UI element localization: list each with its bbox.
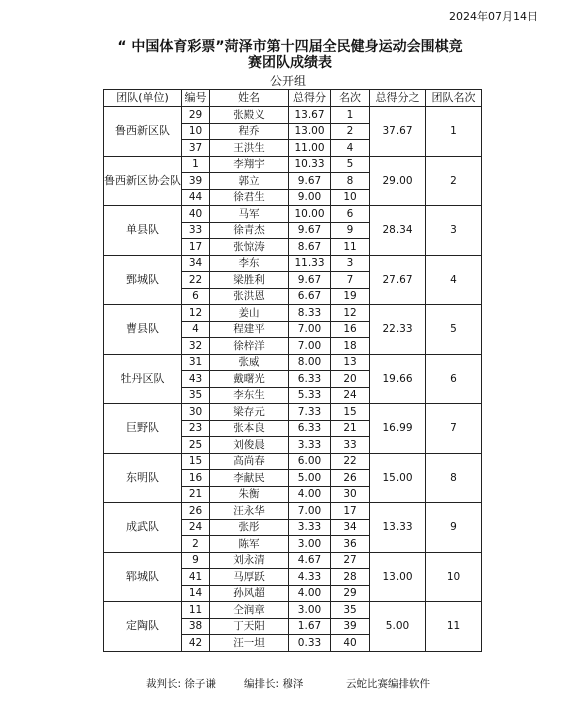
member-place-cell: 7 (331, 272, 370, 289)
member-number-cell: 1 (182, 156, 210, 173)
report-title (40, 39, 540, 71)
team-total-cell: 19.66 (370, 354, 426, 404)
team-rank-cell: 10 (426, 552, 482, 602)
team-name-cell: 成武队 (104, 503, 182, 553)
member-score-cell: 8.00 (289, 354, 331, 371)
member-place-cell: 40 (331, 635, 370, 652)
member-score-cell: 11.00 (289, 140, 331, 157)
member-score-cell: 5.00 (289, 470, 331, 487)
col-header-team-total: 总得分之 (370, 90, 426, 107)
member-place-cell: 12 (331, 305, 370, 322)
member-number-cell: 41 (182, 569, 210, 586)
team-name-cell: 单县队 (104, 206, 182, 256)
member-score-cell: 8.67 (289, 239, 331, 256)
group-subtitle: 公开组 (269, 74, 306, 88)
member-score-cell: 9.67 (289, 173, 331, 190)
member-score-cell: 9.67 (289, 222, 331, 239)
member-number-cell: 16 (182, 470, 210, 487)
member-place-cell: 35 (331, 602, 370, 619)
member-name-cell: 李东 (210, 255, 289, 272)
member-score-cell: 6.33 (289, 371, 331, 388)
team-total-cell: 13.00 (370, 552, 426, 602)
member-number-cell: 30 (182, 404, 210, 421)
member-number-cell: 38 (182, 618, 210, 635)
member-place-cell: 20 (331, 371, 370, 388)
member-number-cell: 35 (182, 387, 210, 404)
col-header-score: 总得分 (289, 90, 331, 107)
table-row (104, 552, 482, 569)
team-name-cell: 鲁西新区队 (104, 107, 182, 157)
footer (0, 676, 576, 690)
results-body (104, 107, 482, 652)
team-name-cell: 鲁西新区协会队 (104, 156, 182, 206)
member-name-cell: 张彤 (210, 519, 289, 536)
member-score-cell: 6.33 (289, 420, 331, 437)
team-rank-cell: 8 (426, 453, 482, 503)
member-name-cell: 孙风超 (210, 585, 289, 602)
member-place-cell: 6 (331, 206, 370, 223)
member-name-cell: 徐青杰 (210, 222, 289, 239)
member-number-cell: 31 (182, 354, 210, 371)
member-score-cell: 8.33 (289, 305, 331, 322)
member-name-cell: 姜山 (210, 305, 289, 322)
member-number-cell: 4 (182, 321, 210, 338)
member-number-cell: 43 (182, 371, 210, 388)
member-number-cell: 23 (182, 420, 210, 437)
member-number-cell: 25 (182, 437, 210, 454)
member-score-cell: 10.33 (289, 156, 331, 173)
team-total-cell: 37.67 (370, 107, 426, 157)
title-line-2: 赛团队成绩表 (248, 55, 332, 71)
member-number-cell: 24 (182, 519, 210, 536)
member-score-cell: 4.00 (289, 486, 331, 503)
member-place-cell: 26 (331, 470, 370, 487)
member-score-cell: 3.33 (289, 519, 331, 536)
member-place-cell: 1 (331, 107, 370, 124)
team-rank-cell: 9 (426, 503, 482, 553)
team-name-cell: 曹县队 (104, 305, 182, 355)
member-score-cell: 7.00 (289, 321, 331, 338)
member-place-cell: 17 (331, 503, 370, 520)
results-table (103, 89, 482, 652)
member-place-cell: 33 (331, 437, 370, 454)
member-number-cell: 11 (182, 602, 210, 619)
member-name-cell: 徐君生 (210, 189, 289, 206)
report-date: 2024年07月14日 (449, 10, 538, 23)
member-number-cell: 9 (182, 552, 210, 569)
table-row (104, 453, 482, 470)
member-number-cell: 39 (182, 173, 210, 190)
member-score-cell: 3.00 (289, 536, 331, 553)
member-name-cell: 王洪生 (210, 140, 289, 157)
member-score-cell: 9.67 (289, 272, 331, 289)
table-row (104, 602, 482, 619)
member-score-cell: 9.00 (289, 189, 331, 206)
team-total-cell: 16.99 (370, 404, 426, 454)
member-score-cell: 4.33 (289, 569, 331, 586)
team-name-cell: 郓城队 (104, 552, 182, 602)
member-score-cell: 6.00 (289, 453, 331, 470)
team-name-cell: 巨野队 (104, 404, 182, 454)
col-header-team: 团队(单位) (104, 90, 182, 107)
team-name-cell: 鄄城队 (104, 255, 182, 305)
table-row (104, 206, 482, 223)
member-place-cell: 28 (331, 569, 370, 586)
title-line-1: “ 中国体育彩票”菏泽市第十四届全民健身运动会围棋竞 (117, 39, 463, 55)
member-score-cell: 4.00 (289, 585, 331, 602)
member-number-cell: 29 (182, 107, 210, 124)
member-score-cell: 3.33 (289, 437, 331, 454)
member-place-cell: 21 (331, 420, 370, 437)
member-score-cell: 6.67 (289, 288, 331, 305)
col-header-place: 名次 (331, 90, 370, 107)
member-score-cell: 5.33 (289, 387, 331, 404)
team-rank-cell: 6 (426, 354, 482, 404)
table-row (104, 503, 482, 520)
member-name-cell: 戴曙光 (210, 371, 289, 388)
team-total-cell: 27.67 (370, 255, 426, 305)
member-place-cell: 36 (331, 536, 370, 553)
member-place-cell: 11 (331, 239, 370, 256)
member-number-cell: 42 (182, 635, 210, 652)
member-number-cell: 40 (182, 206, 210, 223)
member-number-cell: 14 (182, 585, 210, 602)
team-name-cell: 东明队 (104, 453, 182, 503)
member-name-cell: 张洪恩 (210, 288, 289, 305)
member-number-cell: 12 (182, 305, 210, 322)
member-name-cell: 仝润章 (210, 602, 289, 619)
member-name-cell: 张殿义 (210, 107, 289, 124)
arranger-label: 编排长: 穆泽 (244, 678, 304, 690)
member-name-cell: 程建平 (210, 321, 289, 338)
member-name-cell: 李献民 (210, 470, 289, 487)
member-number-cell: 32 (182, 338, 210, 355)
table-row (104, 305, 482, 322)
member-score-cell: 11.33 (289, 255, 331, 272)
member-name-cell: 刘俊晨 (210, 437, 289, 454)
team-rank-cell: 2 (426, 156, 482, 206)
team-name-cell: 牡丹区队 (104, 354, 182, 404)
member-place-cell: 2 (331, 123, 370, 140)
member-name-cell: 高尚春 (210, 453, 289, 470)
member-score-cell: 7.33 (289, 404, 331, 421)
member-place-cell: 27 (331, 552, 370, 569)
member-number-cell: 26 (182, 503, 210, 520)
member-name-cell: 程乔 (210, 123, 289, 140)
member-number-cell: 10 (182, 123, 210, 140)
table-row (104, 107, 482, 124)
table-row (104, 404, 482, 421)
member-score-cell: 7.00 (289, 338, 331, 355)
member-name-cell: 朱衡 (210, 486, 289, 503)
team-rank-cell: 3 (426, 206, 482, 256)
member-name-cell: 马军 (210, 206, 289, 223)
member-name-cell: 李翔宇 (210, 156, 289, 173)
member-name-cell: 陈军 (210, 536, 289, 553)
member-name-cell: 汪一坦 (210, 635, 289, 652)
member-place-cell: 29 (331, 585, 370, 602)
team-total-cell: 28.34 (370, 206, 426, 256)
member-name-cell: 徐梓洋 (210, 338, 289, 355)
team-rank-cell: 4 (426, 255, 482, 305)
member-name-cell: 张惊涛 (210, 239, 289, 256)
referee-label: 裁判长: 徐子谦 (146, 678, 216, 690)
member-number-cell: 21 (182, 486, 210, 503)
member-place-cell: 22 (331, 453, 370, 470)
member-number-cell: 33 (182, 222, 210, 239)
team-rank-cell: 11 (426, 602, 482, 652)
member-name-cell: 张本良 (210, 420, 289, 437)
team-rank-cell: 5 (426, 305, 482, 355)
member-name-cell: 李东生 (210, 387, 289, 404)
member-name-cell: 郭立 (210, 173, 289, 190)
team-total-cell: 13.33 (370, 503, 426, 553)
member-place-cell: 10 (331, 189, 370, 206)
software-label: 云蛇比赛编排软件 (346, 678, 430, 690)
member-place-cell: 9 (331, 222, 370, 239)
member-score-cell: 3.00 (289, 602, 331, 619)
table-row (104, 255, 482, 272)
member-place-cell: 8 (331, 173, 370, 190)
member-name-cell: 刘永清 (210, 552, 289, 569)
col-header-team-rank: 团队名次 (426, 90, 482, 107)
member-number-cell: 22 (182, 272, 210, 289)
member-place-cell: 13 (331, 354, 370, 371)
member-name-cell: 张威 (210, 354, 289, 371)
team-rank-cell: 7 (426, 404, 482, 454)
member-place-cell: 3 (331, 255, 370, 272)
member-score-cell: 4.67 (289, 552, 331, 569)
member-place-cell: 24 (331, 387, 370, 404)
member-name-cell: 丁天阳 (210, 618, 289, 635)
member-number-cell: 34 (182, 255, 210, 272)
member-score-cell: 13.67 (289, 107, 331, 124)
table-row (104, 354, 482, 371)
member-name-cell: 梁存元 (210, 404, 289, 421)
member-score-cell: 7.00 (289, 503, 331, 520)
member-place-cell: 34 (331, 519, 370, 536)
member-place-cell: 4 (331, 140, 370, 157)
team-total-cell: 15.00 (370, 453, 426, 503)
member-place-cell: 18 (331, 338, 370, 355)
team-total-cell: 5.00 (370, 602, 426, 652)
member-number-cell: 2 (182, 536, 210, 553)
member-place-cell: 39 (331, 618, 370, 635)
member-place-cell: 15 (331, 404, 370, 421)
member-place-cell: 19 (331, 288, 370, 305)
member-place-cell: 5 (331, 156, 370, 173)
member-name-cell: 马厚跃 (210, 569, 289, 586)
member-number-cell: 37 (182, 140, 210, 157)
table-row (104, 156, 482, 173)
member-name-cell: 梁胜利 (210, 272, 289, 289)
member-number-cell: 6 (182, 288, 210, 305)
member-number-cell: 15 (182, 453, 210, 470)
header-row (104, 90, 482, 107)
team-name-cell: 定陶队 (104, 602, 182, 652)
member-place-cell: 16 (331, 321, 370, 338)
member-number-cell: 17 (182, 239, 210, 256)
team-rank-cell: 1 (426, 107, 482, 157)
team-total-cell: 22.33 (370, 305, 426, 355)
member-score-cell: 10.00 (289, 206, 331, 223)
member-score-cell: 1.67 (289, 618, 331, 635)
member-place-cell: 30 (331, 486, 370, 503)
team-total-cell: 29.00 (370, 156, 426, 206)
col-header-name: 姓名 (210, 90, 289, 107)
member-name-cell: 汪永华 (210, 503, 289, 520)
member-number-cell: 44 (182, 189, 210, 206)
member-score-cell: 13.00 (289, 123, 331, 140)
col-header-number: 编号 (182, 90, 210, 107)
member-score-cell: 0.33 (289, 635, 331, 652)
